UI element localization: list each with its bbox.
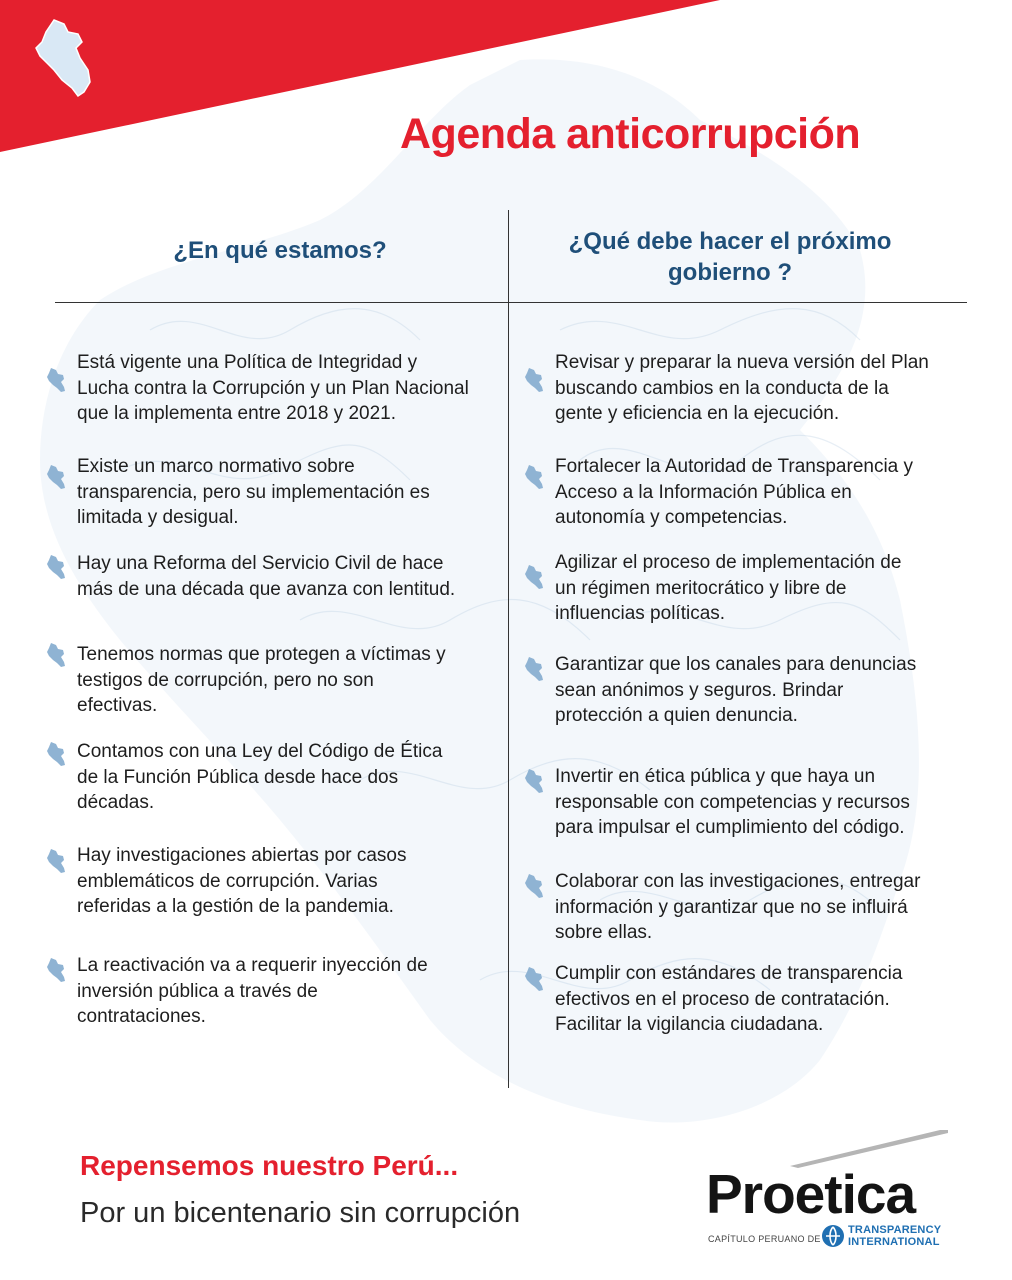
- peru-map-icon: [523, 564, 545, 590]
- left-column-heading: ¿En qué estamos?: [173, 237, 387, 264]
- peru-map-icon: [45, 957, 67, 983]
- vertical-divider: [508, 210, 509, 1088]
- peru-map-icon: [45, 367, 67, 393]
- peru-map-icon: [523, 966, 545, 992]
- footer-subtagline: Por un bicentenario sin corrupción: [80, 1197, 521, 1229]
- proetica-logo: Proetica: [706, 1163, 916, 1225]
- list-item-text: Cumplir con estándares de transparencia efectivos en el proceso de contratación. Facilitar la vigilancia ciudadana.: [555, 963, 903, 1035]
- list-item-text: Invertir en ética pública y que haya un responsable con competencias y recursos para impulsar el cumplimiento del código.: [555, 766, 910, 838]
- peru-map-icon: [523, 873, 545, 899]
- right-heading-line-1: ¿Qué debe hacer el próximo: [568, 228, 892, 255]
- peru-map-icon: [523, 367, 545, 393]
- list-item-text: Tenemos normas que protegen a víctimas y testigos de corrupción, pero no son efectivas.: [77, 644, 446, 716]
- horizontal-divider: [55, 302, 967, 303]
- list-item-text: Está vigente una Política de Integridad y Lucha contra la Corrupción y un Plan Nacional que la implementa entre 2018 y 2021.: [77, 352, 469, 424]
- globe-icon: [821, 1224, 845, 1248]
- logo-chapter-text: CAPÍTULO PERUANO DE: [708, 1234, 821, 1244]
- list-item-text: Agilizar el proceso de implementación de un régimen meritocrático y libre de influencias políticas.: [555, 552, 902, 624]
- list-item-text: Existe un marco normativo sobre transparencia, pero su implementación es limitada y desigual.: [77, 456, 430, 528]
- peru-map-icon: [34, 18, 92, 98]
- right-heading-line-2: gobierno ?: [668, 259, 792, 286]
- transparency-international-logo: TRANSPARENCY INTERNATIONAL: [848, 1224, 942, 1248]
- list-item-text: Fortalecer la Autoridad de Transparencia y Acceso a la Información Pública en autonomía y competencias.: [555, 456, 914, 528]
- footer-tagline: Repensemos nuestro Perú...: [80, 1150, 459, 1181]
- peru-map-icon: [45, 741, 67, 767]
- right-column-heading: [520, 226, 940, 288]
- peru-map-icon: [45, 642, 67, 668]
- list-item-text: Hay una Reforma del Servicio Civil de hace más de una década que avanza con lentitud.: [77, 553, 456, 600]
- list-item-text: Garantizar que los canales para denuncias sean anónimos y seguros. Brindar protección a quien denuncia.: [555, 654, 917, 726]
- peru-map-icon: [45, 464, 67, 490]
- peru-map-icon: [45, 554, 67, 580]
- list-item-text: Contamos con una Ley del Código de Ética de la Función Pública desde hace dos décadas.: [77, 741, 443, 813]
- list-item-text: La reactivación va a requerir inyección de inversión pública a través de contrataciones.: [77, 955, 428, 1027]
- peru-map-icon: [523, 464, 545, 490]
- list-item-text: Hay investigaciones abiertas por casos emblemáticos de corrupción. Varias referidas a la gestión de la pandemia.: [77, 845, 407, 917]
- list-item-text: Revisar y preparar la nueva versión del Plan buscando cambios en la conducta de la gente y eficiencia en la ejecución.: [555, 352, 929, 424]
- peru-map-icon: [45, 848, 67, 874]
- list-item-text: Colaborar con las investigaciones, entregar información y garantizar que no se influirá sobre ellas.: [555, 871, 921, 943]
- page-title: Agenda anticorrupción: [400, 110, 861, 158]
- peru-map-icon: [523, 768, 545, 794]
- peru-map-icon: [523, 656, 545, 682]
